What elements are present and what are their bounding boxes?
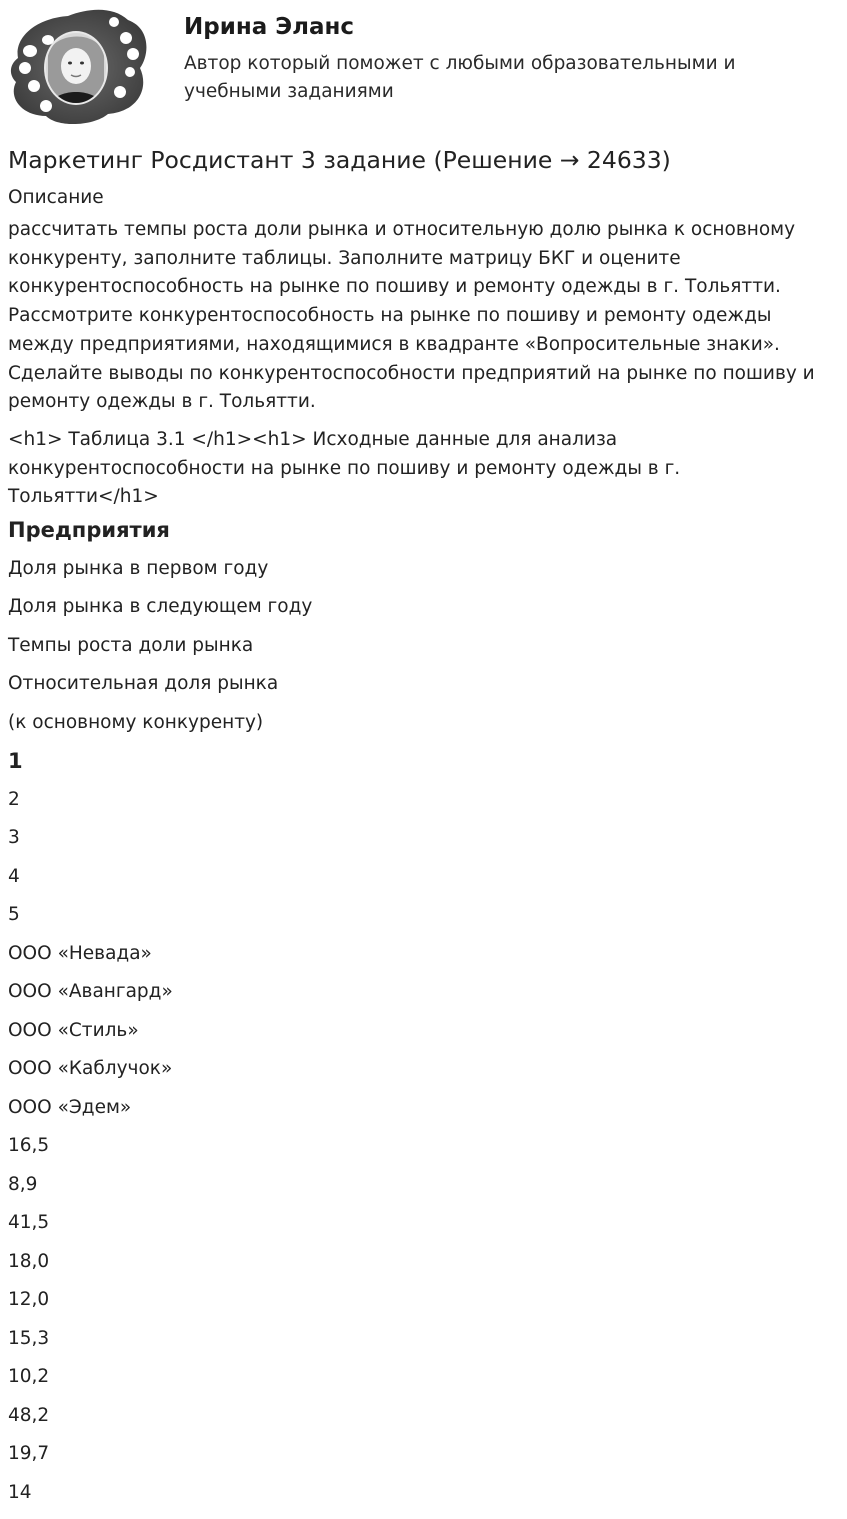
table-text-line: 15,3	[8, 1327, 828, 1366]
table-text-line: ООО «Невада»	[8, 942, 828, 981]
table-text-line: 8,9	[8, 1173, 828, 1212]
table-text-line: 2	[8, 788, 828, 827]
author-bio: Автор который поможет с любыми образовательными и учебными заданиями	[184, 50, 824, 106]
table-text-line: Темпы роста доли рынка	[8, 634, 828, 673]
table-text-line: (к основному конкуренту)	[8, 711, 828, 750]
table-text-line: 14	[8, 1481, 828, 1519]
author-header	[8, 6, 847, 131]
table-text-line: 3	[8, 826, 828, 865]
description-label: Описание	[8, 187, 104, 208]
table-text-line: 41,5	[8, 1211, 828, 1250]
table-text-line: ООО «Стиль»	[8, 1019, 828, 1058]
table-text-line: 10,2	[8, 1365, 828, 1404]
table-text-line: 5	[8, 903, 828, 942]
table-text-line: Относительная доля рынка	[8, 672, 828, 711]
table-text-line: ООО «Каблучок»	[8, 1057, 828, 1096]
table-caption-raw: <h1> Таблица 3.1 </h1><h1> Исходные данные для анализа конкурентоспособности на рынке по пошиву и ремонту одежды в г. Тольятти</h1>	[8, 426, 788, 512]
avatar[interactable]	[8, 6, 153, 128]
table-text-line: 12,0	[8, 1288, 828, 1327]
table-text-line: 16,5	[8, 1134, 828, 1173]
table-text-line: Предприятия	[8, 518, 828, 557]
film-reel-avatar-icon	[8, 6, 153, 128]
author-name[interactable]: Ирина Эланс	[184, 14, 354, 40]
table-text-line: 48,2	[8, 1404, 828, 1443]
table-text-line: Доля рынка в первом году	[8, 557, 828, 596]
table-text-line: 1	[8, 749, 828, 788]
page-title: Маркетинг Росдистант 3 задание (Решение → 24633)	[8, 146, 671, 174]
table-text-line: Доля рынка в следующем году	[8, 595, 828, 634]
table-content-list	[8, 518, 828, 1519]
description-text: рассчитать темпы роста доли рынка и относительную долю рынка к основному конкуренту, заполните таблицы. Заполните матрицу БКГ и оцените конкурентоспособность на рынке по пошиву и ремонту одежды в г. Тольятти. Рассмотрите конкурентоспособность на рынке по пошиву и ремонту одежды между предприятиями, находящимися в квадранте «Вопросительные знаки». Сделайте выводы по конкурентоспособности предприятий на рынке по пошиву и ремонту одежды в г. Тольятти.	[8, 216, 843, 417]
table-text-line: 19,7	[8, 1442, 828, 1481]
table-text-line: ООО «Эдем»	[8, 1096, 828, 1135]
table-text-line: 4	[8, 865, 828, 904]
table-text-line: ООО «Авангард»	[8, 980, 828, 1019]
table-text-line: 18,0	[8, 1250, 828, 1289]
